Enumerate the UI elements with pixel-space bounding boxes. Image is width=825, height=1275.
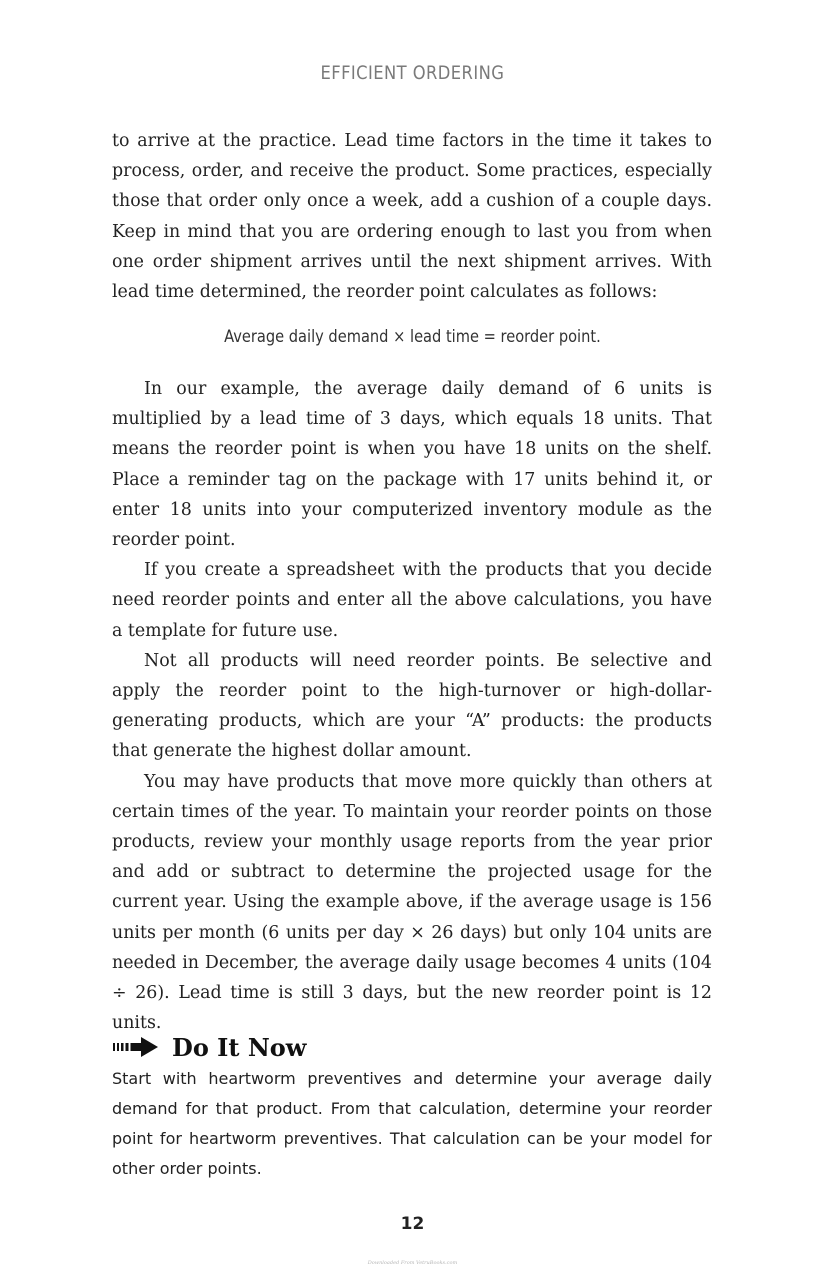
reorder-formula: Average daily demand × lead time = reorder point. xyxy=(224,327,601,347)
paragraph-text: to arrive at the practice. Lead time factors in the time it takes to process, order, and receive the product. Some practices, especially those that order only once a week, add a cushion of a couple days. Keep in mind that you are ordering enough to last you from when one order shipment arrives until the next shipment arrives. With lead time determined, the reorder point calculates as follows: xyxy=(112,131,712,303)
download-watermark: Downloaded From VetruBooks.com xyxy=(367,1260,458,1266)
body-paragraph: If you create a spreadsheet with the products that you decide need reorder points and enter all the above calculations, you have a template for future use. xyxy=(112,560,712,641)
body-paragraph: Not all products will need reorder points. Be selective and apply the reorder point to the high-turnover or high-dollar-generating products, which are your “A” products: the products that generate the highest dollar amount. xyxy=(112,650,712,762)
do-it-now-heading xyxy=(112,1030,306,1064)
do-it-now-title: Do It Now xyxy=(172,1032,307,1062)
page-number: 12 xyxy=(400,1214,425,1234)
running-head: EFFICIENT ORDERING xyxy=(320,62,505,84)
body-paragraph: You may have products that move more quickly than others at certain times of the year. To maintain your reorder points on those products, review your monthly usage reports from the year prior and add or subtract to determine the projected usage for the current year. Using the example above, if the average usage is 156 units per month (6 units per day × 26 days) but only 104 units are needed in December, the average daily usage becomes 4 units (104 ÷ 26). Lead time is still 3 days, but the new reorder point is 12 units. xyxy=(112,771,712,1034)
do-it-now-text: Start with heartworm preventives and determine your average daily demand for that product. From that calculation, determine your reorder point for heartworm preventives. That calculation can be your model for other order points. xyxy=(112,1069,712,1178)
body-paragraphs xyxy=(112,374,712,1038)
arrow-icon xyxy=(112,1035,160,1059)
body-paragraph: In our example, the average daily demand of 6 units is multiplied by a lead time of 3 days, which equals 18 units. That means the reorder point is when you have 18 units on the shelf. Place a reminder tag on the package with 17 units behind it, or enter 18 units into your computerized inventory module as the reorder point. xyxy=(112,379,712,551)
body-paragraph-continuation xyxy=(112,126,712,307)
